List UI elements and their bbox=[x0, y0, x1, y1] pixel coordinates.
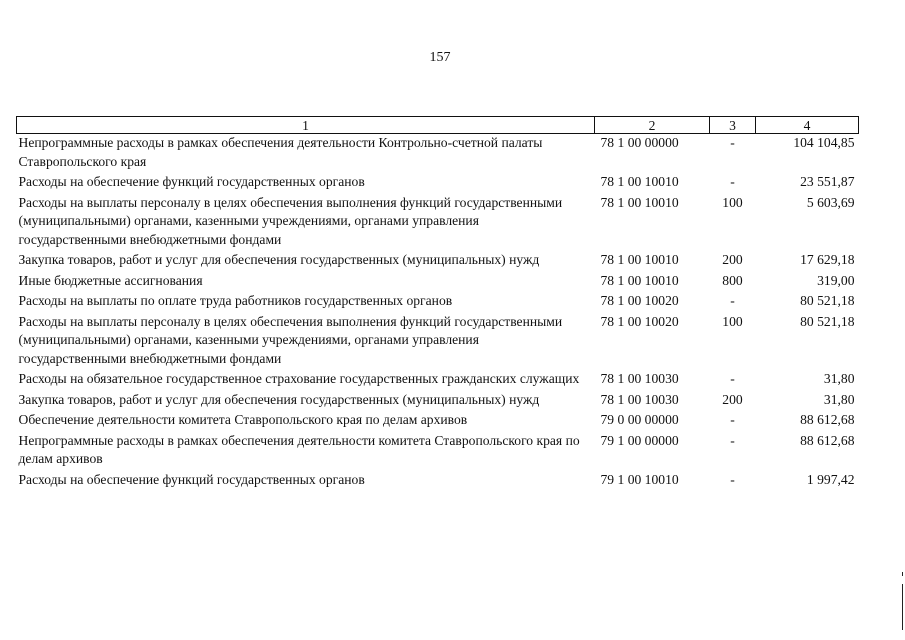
row-name: Расходы на выплаты персоналу в целях обеспечения выполнения функций государственными (муниципальными) органами, казенными учреждениями, органами управления государственными внебюджетными фондами bbox=[18, 194, 563, 247]
table-row bbox=[17, 411, 859, 432]
row-type: 100 bbox=[722, 313, 743, 329]
row-code: 78 1 00 10030 bbox=[600, 371, 679, 386]
row-amount: 80 521,18 bbox=[800, 313, 855, 329]
row-name: Расходы на обеспечение функций государственных органов bbox=[18, 174, 365, 189]
table-body bbox=[17, 134, 859, 492]
row-code: 78 1 00 00000 bbox=[600, 135, 679, 150]
header-row bbox=[17, 117, 859, 134]
table-row bbox=[17, 370, 859, 391]
row-amount: 1 997,42 bbox=[806, 471, 855, 487]
header-col-code: 2 bbox=[595, 117, 710, 134]
row-type: - bbox=[730, 371, 735, 386]
row-name: Расходы на обеспечение функций государственных органов bbox=[18, 471, 365, 487]
table-row bbox=[17, 251, 859, 272]
row-code: 78 1 00 10010 bbox=[600, 174, 679, 189]
table-row bbox=[17, 313, 859, 371]
row-code: 79 0 00 00000 bbox=[600, 412, 679, 427]
table-row bbox=[17, 391, 859, 412]
table-row bbox=[17, 292, 859, 313]
row-name: Расходы на выплаты персоналу в целях обеспечения выполнения функций государственными (муниципальными) органами, казенными учреждениями, органами управления государственными внебюджетными фондами bbox=[18, 313, 563, 366]
table-header bbox=[17, 117, 859, 134]
row-name: Непрограммные расходы в рамках обеспечения деятельности комитета Ставропольского края по делам архивов bbox=[18, 432, 580, 466]
row-code: 78 1 00 10010 bbox=[600, 252, 679, 267]
table-row bbox=[17, 194, 859, 252]
header-col-amount: 4 bbox=[756, 117, 859, 134]
row-amount: 17 629,18 bbox=[800, 252, 855, 267]
row-type: - bbox=[730, 293, 735, 308]
row-type: 800 bbox=[722, 272, 743, 288]
row-type: 200 bbox=[722, 252, 743, 267]
row-type: - bbox=[730, 471, 735, 487]
row-amount: 31,80 bbox=[823, 371, 855, 386]
table-row bbox=[17, 272, 859, 293]
row-name: Обеспечение деятельности комитета Ставропольского края по делам архивов bbox=[18, 412, 468, 427]
row-name: Расходы на выплаты по оплате труда работников государственных органов bbox=[18, 293, 453, 308]
row-type: - bbox=[730, 135, 735, 150]
table-row bbox=[17, 471, 859, 492]
row-code: 79 1 00 00000 bbox=[600, 432, 679, 448]
row-code: 78 1 00 10030 bbox=[600, 391, 679, 407]
row-amount: 5 603,69 bbox=[806, 194, 855, 210]
row-code: 78 1 00 10020 bbox=[600, 313, 679, 329]
table-row bbox=[17, 173, 859, 194]
row-code: 78 1 00 10020 bbox=[600, 293, 679, 308]
row-amount: 88 612,68 bbox=[800, 432, 855, 448]
row-amount: 88 612,68 bbox=[800, 412, 855, 427]
row-name: Закупка товаров, работ и услуг для обеспечения государственных (муниципальных) нужд bbox=[18, 252, 540, 267]
row-amount: 31,80 bbox=[823, 391, 855, 407]
row-code: 78 1 00 10010 bbox=[600, 272, 679, 288]
header-col-name: 1 bbox=[17, 117, 595, 134]
row-code: 79 1 00 10010 bbox=[600, 471, 679, 487]
row-type: - bbox=[730, 432, 735, 448]
scan-edge-mark bbox=[902, 572, 903, 576]
row-amount: 80 521,18 bbox=[800, 293, 855, 308]
row-amount: 319,00 bbox=[817, 272, 855, 288]
row-name: Закупка товаров, работ и услуг для обеспечения государственных (муниципальных) нужд bbox=[18, 391, 540, 407]
row-amount: 23 551,87 bbox=[800, 174, 855, 189]
row-name: Расходы на обязательное государственное страхование государственных гражданских служащих bbox=[18, 371, 580, 386]
row-type: - bbox=[730, 174, 735, 189]
row-code: 78 1 00 10010 bbox=[600, 194, 679, 210]
row-type: 100 bbox=[722, 194, 743, 210]
budget-table bbox=[16, 116, 859, 491]
header-col-type: 3 bbox=[710, 117, 756, 134]
row-amount: 104 104,85 bbox=[793, 135, 855, 150]
row-type: 200 bbox=[722, 391, 743, 407]
table-row bbox=[17, 432, 859, 471]
scan-edge-mark bbox=[902, 584, 903, 630]
page-number: 157 bbox=[429, 50, 451, 65]
row-name: Иные бюджетные ассигнования bbox=[18, 272, 203, 288]
table-row bbox=[17, 134, 859, 174]
row-name: Непрограммные расходы в рамках обеспечения деятельности Контрольно-счетной палаты Ставропольского края bbox=[18, 135, 543, 169]
row-type: - bbox=[730, 412, 735, 427]
